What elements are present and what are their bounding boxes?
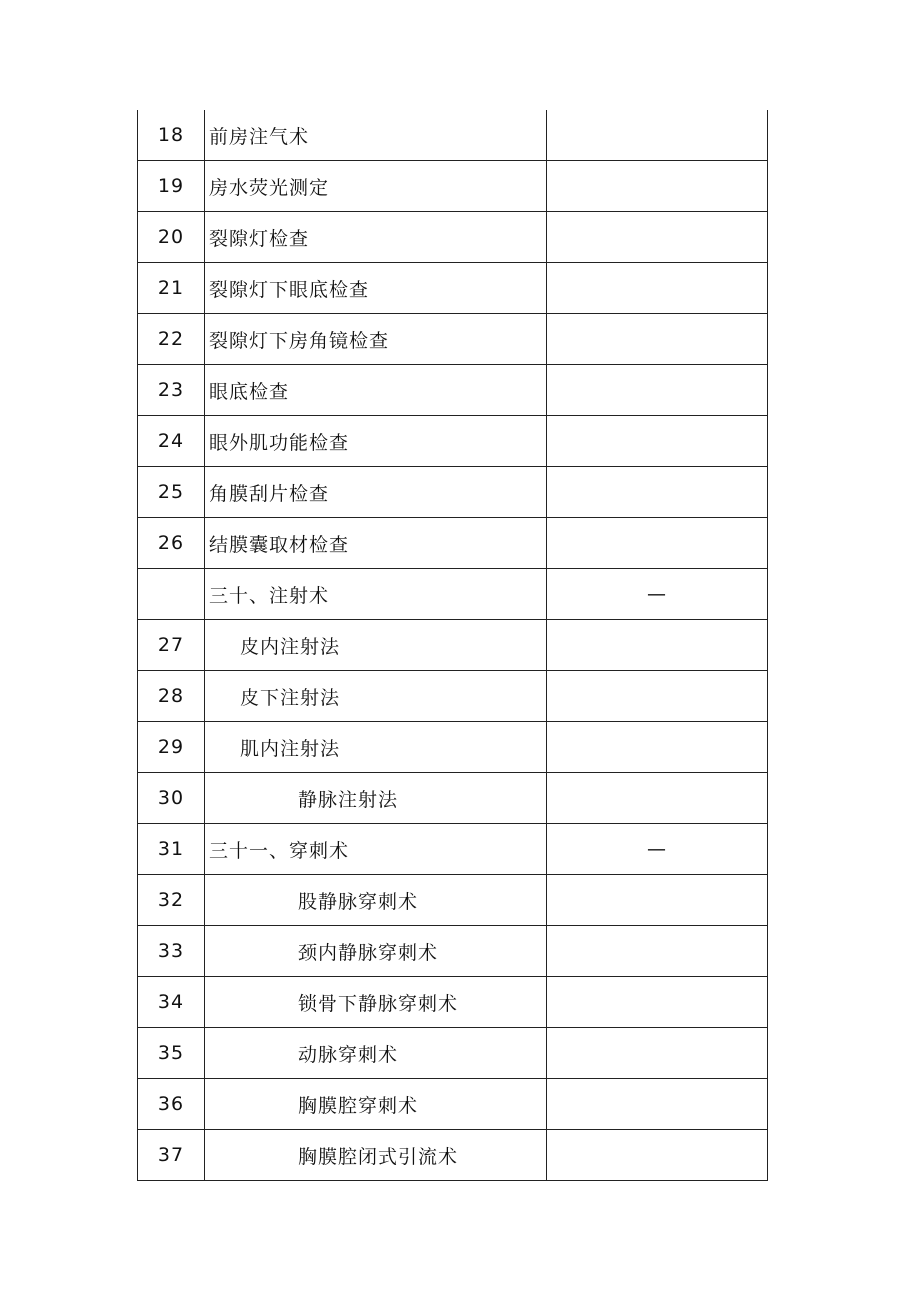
procedure-name: 股静脉穿刺术 <box>205 875 547 926</box>
row-number: 27 <box>138 620 205 671</box>
remark-cell <box>547 263 768 314</box>
remark-cell <box>547 722 768 773</box>
procedure-name: 锁骨下静脉穿刺术 <box>205 977 547 1028</box>
row-number: 18 <box>138 110 205 161</box>
procedure-name: 颈内静脉穿刺术 <box>205 926 547 977</box>
remark-cell <box>547 620 768 671</box>
table-row <box>138 824 768 875</box>
procedure-name: 肌内注射法 <box>205 722 547 773</box>
remark-cell <box>547 1028 768 1079</box>
remark-cell <box>547 110 768 161</box>
row-number: 25 <box>138 467 205 518</box>
remark-cell <box>547 977 768 1028</box>
procedure-name: 结膜囊取材检查 <box>205 518 547 569</box>
remark-cell <box>547 161 768 212</box>
row-number: 26 <box>138 518 205 569</box>
row-number: 28 <box>138 671 205 722</box>
table-row <box>138 416 768 467</box>
row-number: 24 <box>138 416 205 467</box>
remark-cell <box>547 212 768 263</box>
table-row <box>138 875 768 926</box>
table-row <box>138 161 768 212</box>
row-number: 32 <box>138 875 205 926</box>
remark-cell <box>547 926 768 977</box>
remark-cell <box>547 773 768 824</box>
table-row <box>138 620 768 671</box>
table-row <box>138 926 768 977</box>
table-row <box>138 1130 768 1181</box>
procedure-name: 角膜刮片检查 <box>205 467 547 518</box>
procedure-table-body <box>138 110 768 1181</box>
table-row <box>138 773 768 824</box>
row-number: 33 <box>138 926 205 977</box>
procedure-name: 动脉穿刺术 <box>205 1028 547 1079</box>
table-row <box>138 263 768 314</box>
procedure-name: 三十、注射术 <box>205 569 547 620</box>
procedure-name: 皮下注射法 <box>205 671 547 722</box>
table-row <box>138 977 768 1028</box>
table-row <box>138 518 768 569</box>
procedure-name: 眼外肌功能检查 <box>205 416 547 467</box>
row-number <box>138 569 205 620</box>
procedure-name: 三十一、穿刺术 <box>205 824 547 875</box>
table-row <box>138 110 768 161</box>
table-row <box>138 314 768 365</box>
table-row <box>138 212 768 263</box>
procedure-name: 胸膜腔闭式引流术 <box>205 1130 547 1181</box>
row-number: 34 <box>138 977 205 1028</box>
table-row <box>138 467 768 518</box>
table-row <box>138 1028 768 1079</box>
procedure-name: 裂隙灯下眼底检查 <box>205 263 547 314</box>
procedure-name: 皮内注射法 <box>205 620 547 671</box>
remark-cell <box>547 314 768 365</box>
table-row <box>138 671 768 722</box>
procedure-table <box>137 110 768 1181</box>
procedure-name: 裂隙灯检查 <box>205 212 547 263</box>
remark-cell: — <box>547 569 768 620</box>
remark-cell <box>547 875 768 926</box>
remark-cell: — <box>547 824 768 875</box>
remark-cell <box>547 1130 768 1181</box>
procedure-name: 胸膜腔穿刺术 <box>205 1079 547 1130</box>
row-number: 20 <box>138 212 205 263</box>
table-row <box>138 365 768 416</box>
procedure-name: 房水荧光测定 <box>205 161 547 212</box>
procedure-name: 前房注气术 <box>205 110 547 161</box>
row-number: 29 <box>138 722 205 773</box>
row-number: 19 <box>138 161 205 212</box>
procedure-name: 静脉注射法 <box>205 773 547 824</box>
row-number: 35 <box>138 1028 205 1079</box>
procedure-name: 眼底检查 <box>205 365 547 416</box>
procedure-name: 裂隙灯下房角镜检查 <box>205 314 547 365</box>
table-row <box>138 1079 768 1130</box>
remark-cell <box>547 467 768 518</box>
remark-cell <box>547 518 768 569</box>
remark-cell <box>547 365 768 416</box>
row-number: 31 <box>138 824 205 875</box>
row-number: 22 <box>138 314 205 365</box>
table-row <box>138 569 768 620</box>
row-number: 30 <box>138 773 205 824</box>
remark-cell <box>547 1079 768 1130</box>
row-number: 23 <box>138 365 205 416</box>
remark-cell <box>547 416 768 467</box>
row-number: 36 <box>138 1079 205 1130</box>
remark-cell <box>547 671 768 722</box>
row-number: 37 <box>138 1130 205 1181</box>
row-number: 21 <box>138 263 205 314</box>
table-row <box>138 722 768 773</box>
